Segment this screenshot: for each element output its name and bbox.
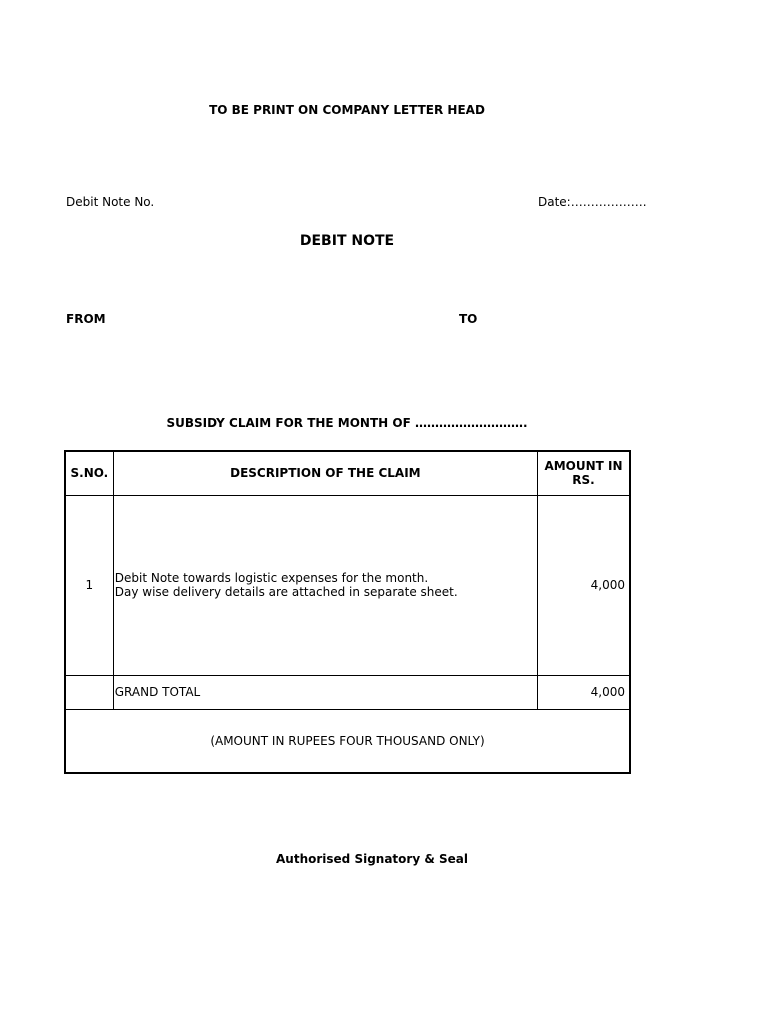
grand-total-sno-cell [65, 675, 113, 709]
authorised-signatory: Authorised Signatory & Seal [276, 852, 468, 866]
grand-total-row [65, 675, 630, 709]
document-title: DEBIT NOTE [299, 233, 395, 249]
claim-table [64, 450, 631, 774]
row-description-line1: Debit Note towards logistic expenses for the month. [114, 571, 429, 585]
subsidy-claim-line: SUBSIDY CLAIM FOR THE MONTH OF ………………………. [166, 416, 528, 430]
row-amount: 4,000 [538, 495, 631, 675]
letter-head-note: TO BE PRINT ON COMPANY LETTER HEAD [209, 103, 485, 117]
row-sno: 1 [65, 495, 113, 675]
grand-total-amount: 4,000 [538, 675, 631, 709]
grand-total-label: GRAND TOTAL [113, 675, 537, 709]
row-description-line2: Day wise delivery details are attached in separate sheet. [114, 585, 458, 599]
amount-header-line1: AMOUNT IN [544, 459, 623, 474]
date-label: Date:………………. [538, 195, 647, 209]
amount-header [538, 451, 631, 495]
table-header-row [65, 451, 630, 495]
amount-header-line2: RS. [572, 473, 595, 488]
sno-header: S.NO. [65, 451, 113, 495]
row-description [113, 495, 537, 675]
description-header: DESCRIPTION OF THE CLAIM [113, 451, 537, 495]
amount-in-words-row [65, 709, 630, 773]
debit-note-number-label: Debit Note No. [66, 195, 155, 209]
amount-in-words: (AMOUNT IN RUPEES FOUR THOUSAND ONLY) [65, 709, 630, 773]
to-label: TO [459, 312, 478, 326]
table-row [65, 495, 630, 675]
from-label: FROM [66, 312, 106, 326]
